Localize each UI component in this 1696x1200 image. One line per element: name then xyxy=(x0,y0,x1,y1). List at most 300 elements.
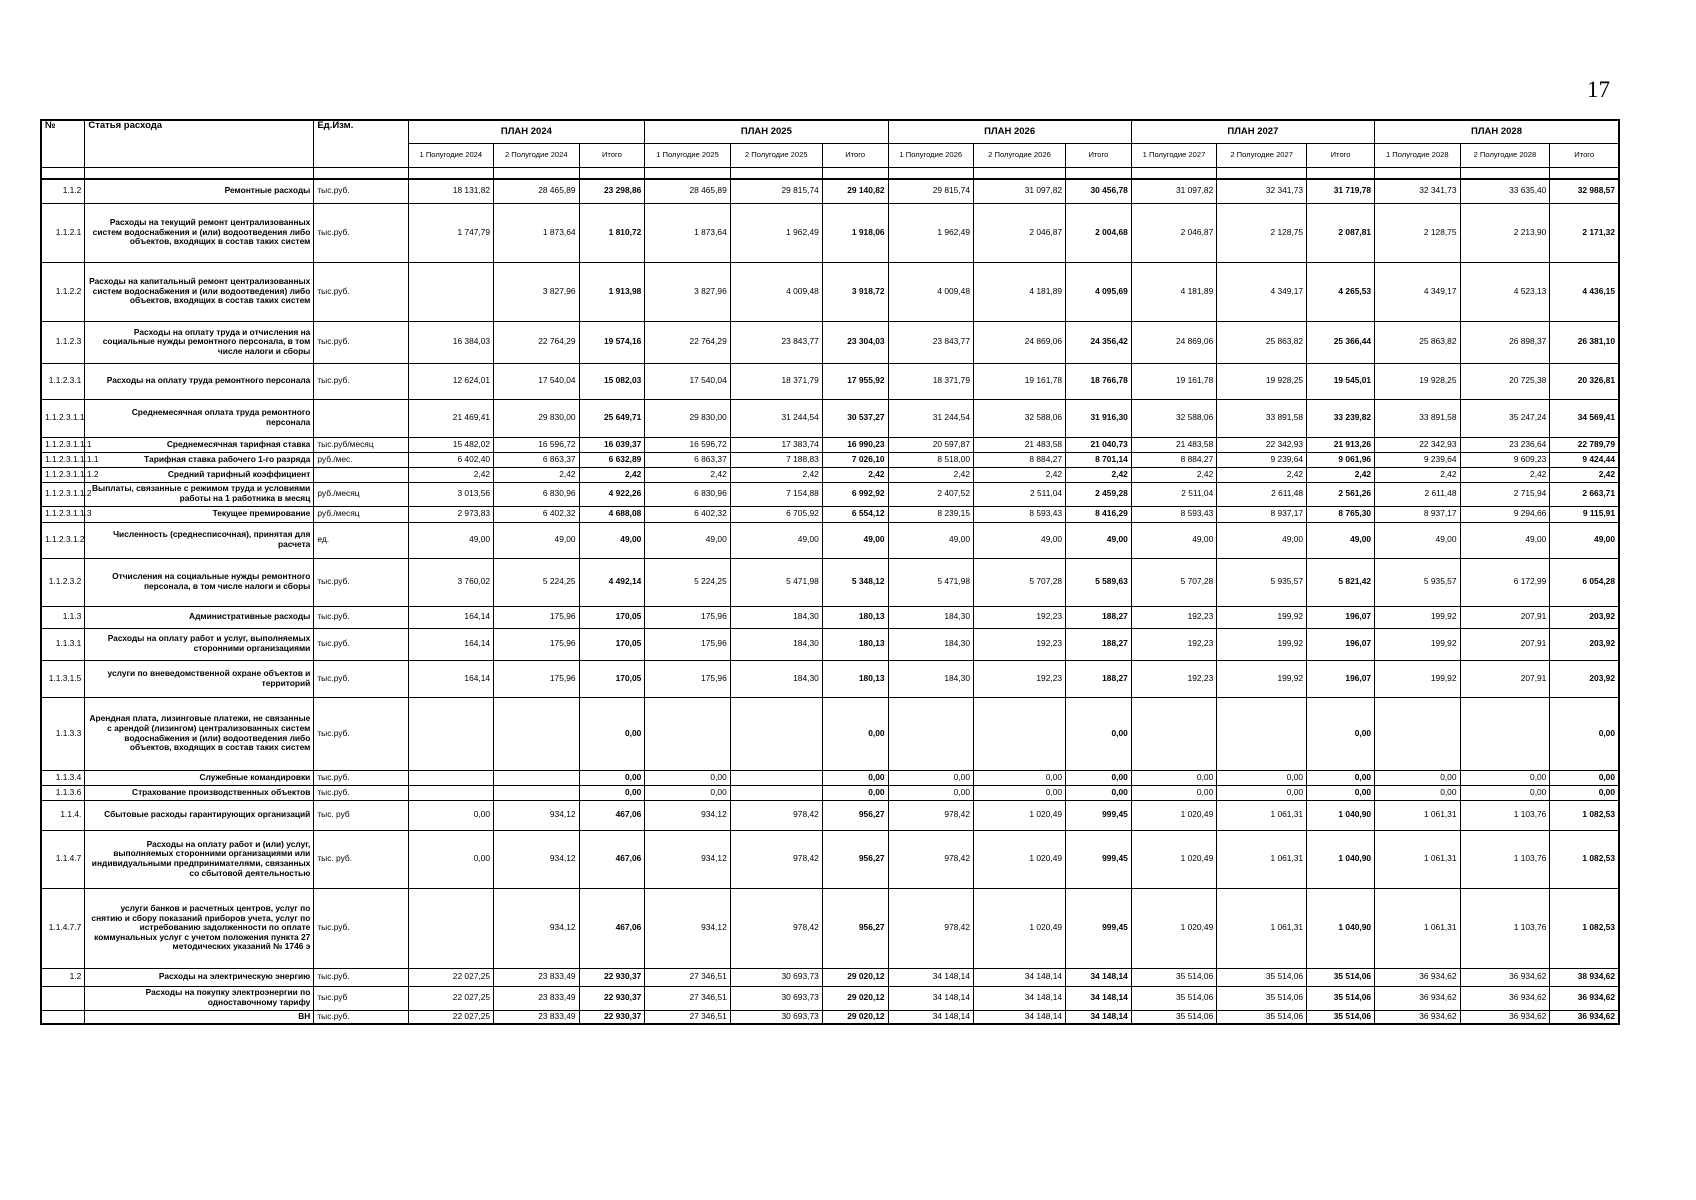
table-row xyxy=(41,785,1619,800)
value-cell: 19 161,78 xyxy=(973,363,1065,399)
total-cell: 2 561,26 xyxy=(1307,482,1375,506)
total-cell: 1 810,72 xyxy=(579,203,645,262)
value-cell: 32 588,06 xyxy=(973,399,1065,437)
value-cell: 0,00 xyxy=(973,785,1065,800)
total-cell: 0,00 xyxy=(1066,697,1132,770)
value-cell: 23 833,49 xyxy=(494,986,579,1010)
value-cell: 8 593,43 xyxy=(973,506,1065,522)
total-cell: 22 930,37 xyxy=(579,968,645,986)
row-number: 1.1.2.3.1.1.3 xyxy=(41,506,85,522)
total-cell: 0,00 xyxy=(1307,697,1375,770)
row-unit: тыс.руб. xyxy=(314,558,408,606)
row-item-name: ВН xyxy=(85,1010,314,1024)
value-cell: 207,91 xyxy=(1460,606,1550,628)
value-cell: 934,12 xyxy=(645,888,730,968)
value-cell: 5 224,25 xyxy=(645,558,730,606)
value-cell xyxy=(494,770,579,785)
value-cell: 33 891,58 xyxy=(1375,399,1460,437)
total-cell: 4 922,26 xyxy=(579,482,645,506)
total-cell: 35 514,06 xyxy=(1307,968,1375,986)
total-cell: 2 087,81 xyxy=(1307,203,1375,262)
row-number: 1.1.4.7 xyxy=(41,830,85,888)
value-cell: 192,23 xyxy=(1131,606,1216,628)
value-cell: 2,42 xyxy=(494,467,579,482)
value-cell: 199,92 xyxy=(1375,660,1460,697)
value-cell: 36 934,62 xyxy=(1375,986,1460,1010)
value-cell: 0,00 xyxy=(645,785,730,800)
value-cell: 31 097,82 xyxy=(973,179,1065,203)
table-body xyxy=(41,179,1619,1024)
value-cell: 15 482,02 xyxy=(408,437,493,452)
table-row xyxy=(41,660,1619,697)
row-number: 1.1.4.7.7 xyxy=(41,888,85,968)
value-cell: 23 843,77 xyxy=(888,321,973,363)
total-cell: 999,45 xyxy=(1066,888,1132,968)
value-cell: 192,23 xyxy=(1131,660,1216,697)
value-cell: 31 244,54 xyxy=(730,399,822,437)
total-cell: 188,27 xyxy=(1066,628,1132,660)
table-row xyxy=(41,437,1619,452)
plan-2025-h2: 2 Полугодие 2025 xyxy=(730,144,822,168)
value-cell: 1 061,31 xyxy=(1217,888,1307,968)
value-cell: 22 764,29 xyxy=(645,321,730,363)
value-cell: 27 346,51 xyxy=(645,1010,730,1024)
plan-2027-h2: 2 Полугодие 2027 xyxy=(1217,144,1307,168)
table-row xyxy=(41,800,1619,830)
value-cell: 6 830,96 xyxy=(645,482,730,506)
value-cell: 164,14 xyxy=(408,606,493,628)
value-cell: 978,42 xyxy=(730,888,822,968)
row-unit: тыс.руб. xyxy=(314,179,408,203)
value-cell: 49,00 xyxy=(408,522,493,558)
value-cell: 192,23 xyxy=(973,660,1065,697)
row-unit: тыс.руб. xyxy=(314,660,408,697)
value-cell: 21 483,58 xyxy=(1131,437,1216,452)
total-cell: 6 554,12 xyxy=(822,506,888,522)
total-cell: 188,27 xyxy=(1066,606,1132,628)
row-number: 1.1.2.3.1.1 xyxy=(41,399,85,437)
total-cell: 8 416,29 xyxy=(1066,506,1132,522)
value-cell: 19 928,25 xyxy=(1375,363,1460,399)
table-row xyxy=(41,697,1619,770)
total-cell: 3 918,72 xyxy=(822,262,888,321)
row-number: 1.1.2.3.2 xyxy=(41,558,85,606)
plan-2026-total: Итого xyxy=(1066,144,1132,168)
total-cell: 21 040,73 xyxy=(1066,437,1132,452)
plan-2024-title: ПЛАН 2024 xyxy=(408,120,645,144)
value-cell: 1 061,31 xyxy=(1375,888,1460,968)
plan-2026-title: ПЛАН 2026 xyxy=(888,120,1131,144)
total-cell: 31 916,30 xyxy=(1066,399,1132,437)
value-cell: 2,42 xyxy=(1217,467,1307,482)
table-row xyxy=(41,179,1619,203)
value-cell: 31 244,54 xyxy=(888,399,973,437)
value-cell: 3 760,02 xyxy=(408,558,493,606)
value-cell: 20 597,87 xyxy=(888,437,973,452)
total-cell: 22 930,37 xyxy=(579,986,645,1010)
value-cell: 21 483,58 xyxy=(973,437,1065,452)
total-cell: 38 934,62 xyxy=(1550,968,1619,986)
total-cell: 0,00 xyxy=(1550,785,1619,800)
total-cell: 0,00 xyxy=(579,697,645,770)
value-cell: 49,00 xyxy=(888,522,973,558)
value-cell: 4 009,48 xyxy=(888,262,973,321)
total-cell: 19 574,16 xyxy=(579,321,645,363)
row-item-name: Ремонтные расходы xyxy=(85,179,314,203)
value-cell: 0,00 xyxy=(1460,785,1550,800)
value-cell: 35 514,06 xyxy=(1131,968,1216,986)
value-cell: 2 128,75 xyxy=(1217,203,1307,262)
value-cell: 184,30 xyxy=(730,660,822,697)
value-cell: 9 239,64 xyxy=(1217,452,1307,467)
value-cell: 18 131,82 xyxy=(408,179,493,203)
header-num: № xyxy=(41,120,85,168)
header-unit: Ед.Изм. xyxy=(314,120,408,168)
expense-plan-table xyxy=(40,119,1620,1025)
value-cell: 978,42 xyxy=(888,830,973,888)
value-cell: 1 061,31 xyxy=(1375,800,1460,830)
value-cell: 30 693,73 xyxy=(730,1010,822,1024)
total-cell: 17 955,92 xyxy=(822,363,888,399)
value-cell: 934,12 xyxy=(645,800,730,830)
value-cell: 5 471,98 xyxy=(888,558,973,606)
value-cell: 1 061,31 xyxy=(1217,830,1307,888)
value-cell: 175,96 xyxy=(645,660,730,697)
row-number: 1.1.2.2 xyxy=(41,262,85,321)
total-cell: 2,42 xyxy=(1307,467,1375,482)
page-number: 17 xyxy=(1587,77,1610,102)
value-cell: 184,30 xyxy=(888,606,973,628)
total-cell: 36 934,62 xyxy=(1550,1010,1619,1024)
value-cell: 6 402,32 xyxy=(645,506,730,522)
table-row xyxy=(41,606,1619,628)
value-cell: 1 103,76 xyxy=(1460,888,1550,968)
row-item-name: услуги по вневедомственной охране объектов и территорий xyxy=(85,660,314,697)
total-cell: 956,27 xyxy=(822,800,888,830)
value-cell: 0,00 xyxy=(408,800,493,830)
value-cell: 35 514,06 xyxy=(1217,1010,1307,1024)
row-item-name: Сбытовые расходы гарантирующих организаций xyxy=(85,800,314,830)
total-cell: 9 424,44 xyxy=(1550,452,1619,467)
total-cell: 49,00 xyxy=(1550,522,1619,558)
total-cell: 956,27 xyxy=(822,888,888,968)
total-cell: 6 054,28 xyxy=(1550,558,1619,606)
value-cell: 32 588,06 xyxy=(1131,399,1216,437)
value-cell: 36 934,62 xyxy=(1460,1010,1550,1024)
value-cell: 36 934,62 xyxy=(1375,968,1460,986)
total-cell: 25 649,71 xyxy=(579,399,645,437)
table-row xyxy=(41,399,1619,437)
value-cell: 30 693,73 xyxy=(730,986,822,1010)
value-cell: 6 830,96 xyxy=(494,482,579,506)
row-unit: ед. xyxy=(314,522,408,558)
value-cell: 2 046,87 xyxy=(973,203,1065,262)
total-cell: 9 061,96 xyxy=(1307,452,1375,467)
value-cell: 5 224,25 xyxy=(494,558,579,606)
table-row xyxy=(41,1010,1619,1024)
value-cell: 49,00 xyxy=(1375,522,1460,558)
value-cell: 175,96 xyxy=(494,660,579,697)
total-cell: 1 082,53 xyxy=(1550,800,1619,830)
plan-2024-h2: 2 Полугодие 2024 xyxy=(494,144,579,168)
total-cell: 0,00 xyxy=(1307,785,1375,800)
value-cell: 29 815,74 xyxy=(888,179,973,203)
row-number: 1.1.3.4 xyxy=(41,770,85,785)
row-number: 1.1.2.3.1.1.1.2 xyxy=(41,467,85,482)
table-row xyxy=(41,203,1619,262)
table-row xyxy=(41,363,1619,399)
value-cell: 978,42 xyxy=(888,888,973,968)
value-cell xyxy=(730,785,822,800)
row-unit: тыс.руб. xyxy=(314,363,408,399)
row-number: 1.1.3.6 xyxy=(41,785,85,800)
value-cell: 2,42 xyxy=(645,467,730,482)
row-item-name: Расходы на текущий ремонт централизованных систем водоснабжения и (или) водоотведения либо объектов, входящих в состав таких систем xyxy=(85,203,314,262)
row-item-name: Арендная плата, лизинговые платежи, не связанные с арендой (лизингом) централизованных систем водоснабжения и (или) водоотведения либо объектов, входящих в состав таких систем xyxy=(85,697,314,770)
value-cell: 175,96 xyxy=(494,606,579,628)
value-cell: 4 523,13 xyxy=(1460,262,1550,321)
value-cell: 19 161,78 xyxy=(1131,363,1216,399)
total-cell: 25 366,44 xyxy=(1307,321,1375,363)
total-cell: 49,00 xyxy=(1066,522,1132,558)
value-cell: 978,42 xyxy=(730,800,822,830)
value-cell: 2 128,75 xyxy=(1375,203,1460,262)
value-cell: 184,30 xyxy=(730,606,822,628)
value-cell: 28 465,89 xyxy=(645,179,730,203)
row-item-name: Расходы на оплату работ и услуг, выполняемых сторонними организациями xyxy=(85,628,314,660)
value-cell: 934,12 xyxy=(494,800,579,830)
value-cell: 2 511,04 xyxy=(1131,482,1216,506)
value-cell: 2,42 xyxy=(1131,467,1216,482)
value-cell: 17 540,04 xyxy=(494,363,579,399)
total-cell: 4 492,14 xyxy=(579,558,645,606)
value-cell: 19 928,25 xyxy=(1217,363,1307,399)
total-cell: 2 171,32 xyxy=(1550,203,1619,262)
value-cell: 164,14 xyxy=(408,660,493,697)
total-cell: 1 082,53 xyxy=(1550,830,1619,888)
total-cell: 203,92 xyxy=(1550,628,1619,660)
total-cell: 0,00 xyxy=(579,770,645,785)
value-cell: 24 869,06 xyxy=(973,321,1065,363)
plan-2024-h1: 1 Полугодие 2024 xyxy=(408,144,493,168)
value-cell: 1 061,31 xyxy=(1375,830,1460,888)
value-cell: 34 148,14 xyxy=(973,968,1065,986)
total-cell: 1 913,98 xyxy=(579,262,645,321)
total-cell: 34 148,14 xyxy=(1066,968,1132,986)
value-cell: 49,00 xyxy=(973,522,1065,558)
value-cell: 25 863,82 xyxy=(1375,321,1460,363)
value-cell: 25 863,82 xyxy=(1217,321,1307,363)
table-row xyxy=(41,968,1619,986)
value-cell: 934,12 xyxy=(494,830,579,888)
row-item-name: Расходы на капитальный ремонт централизованных систем водоснабжения и (или водоотведения) либо объектов, входящих в состав таких систем xyxy=(85,262,314,321)
value-cell: 2 407,52 xyxy=(888,482,973,506)
table-row xyxy=(41,506,1619,522)
total-cell: 0,00 xyxy=(822,697,888,770)
total-cell: 1 082,53 xyxy=(1550,888,1619,968)
value-cell xyxy=(408,888,493,968)
value-cell: 23 833,49 xyxy=(494,968,579,986)
value-cell: 978,42 xyxy=(888,800,973,830)
value-cell: 29 830,00 xyxy=(494,399,579,437)
value-cell: 34 148,14 xyxy=(888,968,973,986)
value-cell: 6 705,92 xyxy=(730,506,822,522)
value-cell: 5 935,57 xyxy=(1217,558,1307,606)
total-cell: 2,42 xyxy=(1550,467,1619,482)
total-cell: 5 821,42 xyxy=(1307,558,1375,606)
value-cell: 164,14 xyxy=(408,628,493,660)
value-cell: 4 349,17 xyxy=(1217,262,1307,321)
value-cell: 33 891,58 xyxy=(1217,399,1307,437)
value-cell: 1 020,49 xyxy=(1131,888,1216,968)
total-cell: 1 918,06 xyxy=(822,203,888,262)
value-cell: 0,00 xyxy=(1460,770,1550,785)
value-cell: 9 239,64 xyxy=(1375,452,1460,467)
total-cell: 23 304,03 xyxy=(822,321,888,363)
value-cell: 5 707,28 xyxy=(973,558,1065,606)
value-cell: 192,23 xyxy=(1131,628,1216,660)
total-cell: 34 148,14 xyxy=(1066,986,1132,1010)
row-number: 1.1.2.3.1 xyxy=(41,363,85,399)
value-cell: 175,96 xyxy=(645,628,730,660)
row-item-name: Административные расходы xyxy=(85,606,314,628)
row-unit: тыс.руб. xyxy=(314,606,408,628)
total-cell: 2 004,68 xyxy=(1066,203,1132,262)
plan-2027-title: ПЛАН 2027 xyxy=(1131,120,1374,144)
total-cell: 170,05 xyxy=(579,628,645,660)
total-cell: 2 663,71 xyxy=(1550,482,1619,506)
value-cell: 0,00 xyxy=(1375,785,1460,800)
plan-2025-total: Итого xyxy=(822,144,888,168)
total-cell: 32 988,57 xyxy=(1550,179,1619,203)
value-cell: 2,42 xyxy=(973,467,1065,482)
total-cell: 19 545,01 xyxy=(1307,363,1375,399)
total-cell: 4 436,15 xyxy=(1550,262,1619,321)
value-cell: 21 469,41 xyxy=(408,399,493,437)
table-row xyxy=(41,452,1619,467)
value-cell: 16 596,72 xyxy=(494,437,579,452)
row-item-name: Среднемесячная оплата труда ремонтного персонала xyxy=(85,399,314,437)
value-cell: 8 518,00 xyxy=(888,452,973,467)
row-number: 1.1.2.3.1.2 xyxy=(41,522,85,558)
value-cell: 36 934,62 xyxy=(1375,1010,1460,1024)
total-cell: 4 095,69 xyxy=(1066,262,1132,321)
value-cell: 49,00 xyxy=(1217,522,1307,558)
total-cell: 15 082,03 xyxy=(579,363,645,399)
value-cell: 1 873,64 xyxy=(494,203,579,262)
total-cell: 21 913,26 xyxy=(1307,437,1375,452)
value-cell: 49,00 xyxy=(1460,522,1550,558)
row-unit: тыс.руб. xyxy=(314,968,408,986)
table-row xyxy=(41,482,1619,506)
value-cell xyxy=(973,697,1065,770)
value-cell: 22 027,25 xyxy=(408,986,493,1010)
total-cell: 9 115,91 xyxy=(1550,506,1619,522)
total-cell: 23 298,86 xyxy=(579,179,645,203)
total-cell: 999,45 xyxy=(1066,830,1132,888)
value-cell: 49,00 xyxy=(494,522,579,558)
row-number: 1.2 xyxy=(41,968,85,986)
row-number: 1.1.3.3 xyxy=(41,697,85,770)
value-cell: 934,12 xyxy=(645,830,730,888)
value-cell: 9 294,66 xyxy=(1460,506,1550,522)
total-cell: 170,05 xyxy=(579,606,645,628)
value-cell: 2 973,83 xyxy=(408,506,493,522)
value-cell xyxy=(494,785,579,800)
value-cell: 1 747,79 xyxy=(408,203,493,262)
row-item-name: Средний тарифный коэффициент xyxy=(85,467,314,482)
row-item-name: Расходы на электрическую энергию xyxy=(85,968,314,986)
value-cell: 0,00 xyxy=(645,770,730,785)
value-cell: 978,42 xyxy=(730,830,822,888)
total-cell: 34 569,41 xyxy=(1550,399,1619,437)
row-number: 1.1.2.3.1.1.1.1 xyxy=(41,452,85,467)
value-cell: 36 934,62 xyxy=(1460,968,1550,986)
value-cell: 23 236,64 xyxy=(1460,437,1550,452)
total-cell: 4 688,08 xyxy=(579,506,645,522)
row-item-name: Численность (среднесписочная), принятая для расчета xyxy=(85,522,314,558)
row-unit: тыс.руб. xyxy=(314,770,408,785)
row-unit: тыс.руб. xyxy=(314,888,408,968)
value-cell: 2,42 xyxy=(408,467,493,482)
value-cell: 35 514,06 xyxy=(1217,968,1307,986)
row-item-name: Среднемесячная тарифная ставка xyxy=(85,437,314,452)
value-cell: 23 843,77 xyxy=(730,321,822,363)
row-item-name: Расходы на оплату труда и отчисления на социальные нужды ремонтного персонала, в том числе налоги и сборы xyxy=(85,321,314,363)
value-cell: 2 611,48 xyxy=(1375,482,1460,506)
value-cell: 35 514,06 xyxy=(1217,986,1307,1010)
row-item-name: Выплаты, связанные с режимом труда и условиями работы на 1 работника в месяц xyxy=(85,482,314,506)
value-cell: 5 935,57 xyxy=(1375,558,1460,606)
total-cell: 1 040,90 xyxy=(1307,888,1375,968)
row-unit: тыс.руб. xyxy=(314,262,408,321)
value-cell: 34 148,14 xyxy=(973,986,1065,1010)
value-cell: 0,00 xyxy=(1375,770,1460,785)
value-cell: 5 471,98 xyxy=(730,558,822,606)
total-cell: 49,00 xyxy=(822,522,888,558)
value-cell: 34 148,14 xyxy=(888,1010,973,1024)
value-cell: 1 020,49 xyxy=(1131,830,1216,888)
row-number: 1.1.3.1 xyxy=(41,628,85,660)
value-cell xyxy=(494,697,579,770)
row-number: 1.1.2.3.1.1.1 xyxy=(41,437,85,452)
plan-2028-title: ПЛАН 2028 xyxy=(1375,120,1619,144)
row-number xyxy=(41,1010,85,1024)
value-cell: 1 020,49 xyxy=(1131,800,1216,830)
value-cell: 22 027,25 xyxy=(408,1010,493,1024)
value-cell: 199,92 xyxy=(1217,606,1307,628)
value-cell xyxy=(408,785,493,800)
plan-2028-h1: 1 Полугодие 2028 xyxy=(1375,144,1460,168)
value-cell: 22 764,29 xyxy=(494,321,579,363)
total-cell: 7 026,10 xyxy=(822,452,888,467)
value-cell: 2,42 xyxy=(1375,467,1460,482)
total-cell: 0,00 xyxy=(1066,770,1132,785)
value-cell: 34 148,14 xyxy=(888,986,973,1010)
value-cell xyxy=(408,697,493,770)
value-cell: 3 827,96 xyxy=(645,262,730,321)
row-number: 1.1.2.1 xyxy=(41,203,85,262)
plan-2026-h2: 2 Полугодие 2026 xyxy=(973,144,1065,168)
value-cell: 0,00 xyxy=(1131,785,1216,800)
total-cell: 2 459,28 xyxy=(1066,482,1132,506)
value-cell: 175,96 xyxy=(494,628,579,660)
value-cell: 2 715,94 xyxy=(1460,482,1550,506)
row-unit: тыс.руб. xyxy=(314,321,408,363)
value-cell: 8 937,17 xyxy=(1217,506,1307,522)
row-unit: тыс.руб. xyxy=(314,785,408,800)
value-cell: 0,00 xyxy=(1217,785,1307,800)
